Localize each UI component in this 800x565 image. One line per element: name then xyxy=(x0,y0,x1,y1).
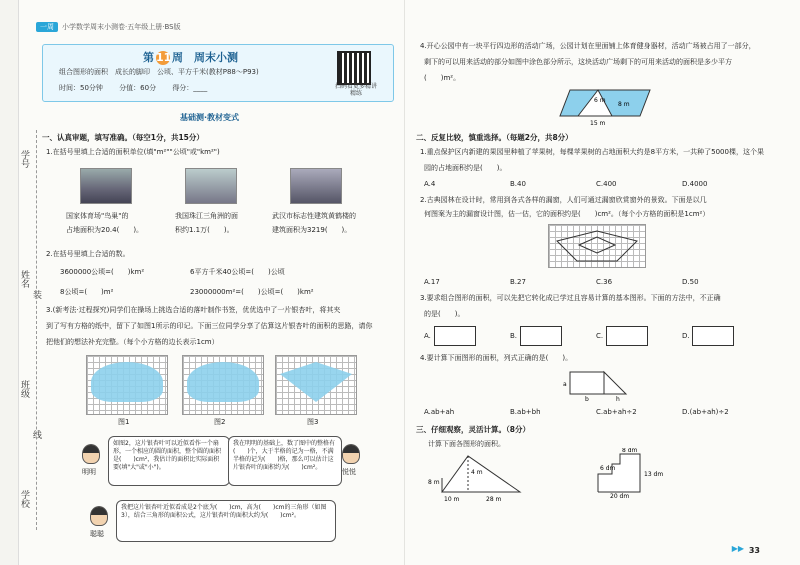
s1-q3a: 3.(新考法·过程探究)同学们在操场上挑选合适的落叶制作书签，优优选中了一片银杏叶，将其夹 xyxy=(46,306,341,314)
binding-spine xyxy=(0,0,19,565)
s1-p2a: 我国珠江三角洲的面 xyxy=(175,212,238,220)
lbl-h: h xyxy=(616,396,620,402)
s1-p2b: 积约1.1万( )。 xyxy=(175,226,234,234)
lattice-window-pattern xyxy=(549,225,645,267)
section3-heading: 三、仔细观察，灵活计算。（8分） xyxy=(416,425,530,434)
lbl-b: b xyxy=(585,396,589,402)
basic-section-title: 基础测·教材变式 xyxy=(180,113,240,122)
s2-q4-opt-d[interactable]: D.(ab+ah)÷2 xyxy=(682,408,729,416)
week-topics: 组合图形的面积 成长的脚印 公顷、平方千米(教材P88～P93) xyxy=(59,68,259,76)
s2-q3-opt-a[interactable]: A. xyxy=(424,332,431,340)
s2-q3b: 的是( )。 xyxy=(424,310,465,318)
qr-label: 扫码看更多精讲精练 xyxy=(334,83,377,97)
s2-q2-opt-c[interactable]: C.36 xyxy=(596,278,613,286)
triangle-part xyxy=(604,372,626,394)
s2-q1b: 园的占地面积约是( )。 xyxy=(424,164,507,172)
week-suffix: 周 xyxy=(172,51,183,64)
lattice-inner xyxy=(579,237,615,253)
lbl-8m-left: 8 m xyxy=(428,479,440,486)
fig3-label: 图3 xyxy=(307,418,319,426)
congcong-bubble: 我把这片银杏叶近似看成是2个底为( )cm，高为( )cm的三角形（如图3），结合三角形的面积公式，这片银杏叶的面积大约为( )cm²。 xyxy=(116,500,336,542)
ginkgo-leaf-1 xyxy=(91,362,163,402)
week-title-text: 周末小测 xyxy=(194,51,238,64)
section1-heading: 一、认真审题，填写准确。（每空1分，共15分） xyxy=(42,133,204,142)
page-arrow-icon: ▶▶ xyxy=(731,544,744,553)
s2-q4-opt-c[interactable]: C.ab+ah÷2 xyxy=(596,408,637,416)
s2-q2b: 何图案为主的漏窗设计图，估一估，它的面积约是( )cm²。（每个小方格的面积是1cm²） xyxy=(424,210,710,218)
s2-q1a: 1.重点保护区内新建的果园里种植了苹果树，每棵苹果树的占地面积大约是8平方米，一共种了5000棵，这个果 xyxy=(420,148,764,156)
s1-c4: 23000000m²=( )公顷=( )km² xyxy=(190,288,314,296)
lbl-4m: 4 m xyxy=(471,469,483,476)
q4-line-b: 剩下的可以用来活动的部分如图中涂色部分所示，这块活动广场剩下的可用来活动的面积是多少平方 xyxy=(424,58,732,66)
s2-q3a: 3.要求组合图形的面积，可以先把它转化成已学过且容易计算的基本图形。下面的方法中，不正确 xyxy=(420,294,721,302)
lattice-window-grid xyxy=(548,224,646,268)
step-outline xyxy=(598,454,640,492)
figure2-grid xyxy=(182,355,264,415)
lbl-28m: 28 m xyxy=(486,496,502,502)
shape-option-d xyxy=(692,326,734,346)
side-class-label: 班级 xyxy=(19,380,29,398)
s2-q2a: 2.古典园林在设计时，常用到各式各样的漏窗，人们可通过漏窗欣赏窗外的景致。下面是以几 xyxy=(420,196,707,204)
lattice-outline xyxy=(557,231,637,261)
fig1-label: 图1 xyxy=(118,418,130,426)
congcong-name: 聪聪 xyxy=(90,530,104,538)
week-number: 11 xyxy=(156,51,172,64)
header-tag: 一周 xyxy=(36,22,58,32)
hair-icon xyxy=(343,445,359,453)
lbl-a: a xyxy=(563,381,567,388)
s3-question: 计算下面各图形的面积。 xyxy=(428,440,505,448)
yueyue-bubble: 我在明明的基础上，数了图中的整格有( )个，大于半格的记为一格，不满半格的记为( )格，那么可以估计这片银杏叶的面积约为( )cm²。 xyxy=(228,436,342,486)
yueyue-name: 悦悦 xyxy=(342,468,356,476)
tower-photo xyxy=(290,168,342,204)
week-banner xyxy=(42,44,394,102)
hair-icon xyxy=(83,445,99,453)
header-text: 小学数学周末小测卷·五年级上册·BS版 xyxy=(62,23,181,31)
side-line-label: 线 xyxy=(31,430,41,439)
header-strip xyxy=(36,22,181,32)
mingming-bubble: 如图2，这片银杏叶可以近似看作一个扇形，一个相应的圆的面积，整个圆的面积是( )cm²，我估计的面积比实际面积要(填"大"或"小")。 xyxy=(108,436,230,486)
s2-q2-opt-b[interactable]: B.27 xyxy=(510,278,526,286)
composite-figure xyxy=(560,368,640,402)
s1-p1b: 占地面积为20.4( )。 xyxy=(66,226,144,234)
week-prefix: 第 xyxy=(143,51,154,64)
figure1-grid xyxy=(86,355,168,415)
parallelogram-figure xyxy=(540,86,660,126)
lbl-15m: 15 m xyxy=(590,120,606,126)
s1-c1: 3600000公顷=( )km² xyxy=(60,268,145,276)
side-name-label: 姓名 xyxy=(19,270,29,288)
lbl-6dm: 6 dm xyxy=(600,465,616,472)
side-bind-label: 装 xyxy=(31,290,41,299)
time-label: 时间：50分钟 xyxy=(59,84,103,92)
qr-code-icon[interactable] xyxy=(337,51,371,85)
s2-q4-opt-b[interactable]: B.ab+bh xyxy=(510,408,541,416)
lbl-8m: 8 m xyxy=(618,101,630,108)
s2-q4: 4.要计算下面图形的面积，列式正确的是( )。 xyxy=(420,354,573,362)
s2-q2-opt-a[interactable]: A.17 xyxy=(424,278,440,286)
side-school-label: 学校 xyxy=(19,490,29,508)
s1-c2: 6平方千米40公顷=( )公顷 xyxy=(190,268,285,276)
shape-option-c xyxy=(606,326,648,346)
side-number-label: 学号 xyxy=(19,150,29,168)
congcong-avatar xyxy=(90,506,108,526)
s2-q1-opt-c[interactable]: C.400 xyxy=(596,180,617,188)
s2-q3-opt-b[interactable]: B. xyxy=(510,332,518,340)
q4-line-a: 4.开心公园中有一块平行四边形的活动广场，公园计划在里面铺上体育健身器材，活动广场被占用了一部分， xyxy=(420,42,756,50)
mingming-avatar xyxy=(82,444,100,464)
s2-q1-opt-b[interactable]: B.40 xyxy=(510,180,526,188)
mingming-name: 明明 xyxy=(82,468,96,476)
s2-q3-opt-d[interactable]: D. xyxy=(682,332,690,340)
s1-p1a: 国家体育场"鸟巢"的 xyxy=(66,212,129,220)
s1-q3c: 把他们的想法补充完整。（每个小方格的边长表示1cm） xyxy=(46,338,219,346)
q4-line-c: ( )m²。 xyxy=(424,74,461,82)
s2-q1-opt-d[interactable]: D.4000 xyxy=(682,180,708,188)
s1-c3: 8公顷=( )m² xyxy=(60,288,114,296)
s2-q2-opt-d[interactable]: D.50 xyxy=(682,278,699,286)
delta-photo xyxy=(185,168,237,204)
s1-q3b: 到了写有方格的纸中，留下了如图1所示的印记。下面三位同学分享了估算这片银杏叶的面积的思路，请你 xyxy=(46,322,373,330)
section2-heading: 二、反复比较，慎重选择。（每题2分，共8分） xyxy=(416,133,573,142)
lbl-10m: 10 m xyxy=(444,496,460,502)
stadium-photo xyxy=(80,168,132,204)
lbl-13dm: 13 dm xyxy=(644,471,664,478)
ginkgo-leaf-3 xyxy=(280,362,352,402)
s1-q1: 1.在括号里填上合适的面积单位(填"m²""公顷"或"km²") xyxy=(46,148,220,156)
rect-part xyxy=(570,372,604,394)
yueyue-avatar xyxy=(342,444,360,464)
s1-q2: 2.在括号里填上合适的数。 xyxy=(46,250,130,258)
week-title xyxy=(143,49,238,65)
s2-q4-opt-a[interactable]: A.ab+ah xyxy=(424,408,455,416)
triangle-figure xyxy=(424,452,534,502)
ginkgo-leaf-2 xyxy=(187,362,259,402)
lbl-20dm: 20 dm xyxy=(610,493,630,498)
s1-p3b: 建筑面积为3219( )。 xyxy=(272,226,352,234)
page-number: 33 xyxy=(748,546,760,555)
shape-option-b xyxy=(520,326,562,346)
cut-line xyxy=(36,130,37,530)
week-meta xyxy=(59,83,221,93)
score-label: 分值：60分 xyxy=(119,84,157,92)
shape-option-a xyxy=(434,326,476,346)
step-figure xyxy=(590,448,670,498)
lbl-8dm: 8 dm xyxy=(622,448,638,454)
s2-q3-opt-c[interactable]: C. xyxy=(596,332,604,340)
s2-q1-opt-a[interactable]: A.4 xyxy=(424,180,436,188)
figure3-grid xyxy=(275,355,357,415)
lbl-6m: 6 m xyxy=(594,97,606,104)
s1-p3a: 武汉市标志性建筑黄鹤楼的 xyxy=(272,212,356,220)
page-fold xyxy=(404,0,405,565)
hair-icon xyxy=(91,507,107,515)
fig2-label: 图2 xyxy=(214,418,226,426)
got-label: 得分：____ xyxy=(172,84,208,92)
